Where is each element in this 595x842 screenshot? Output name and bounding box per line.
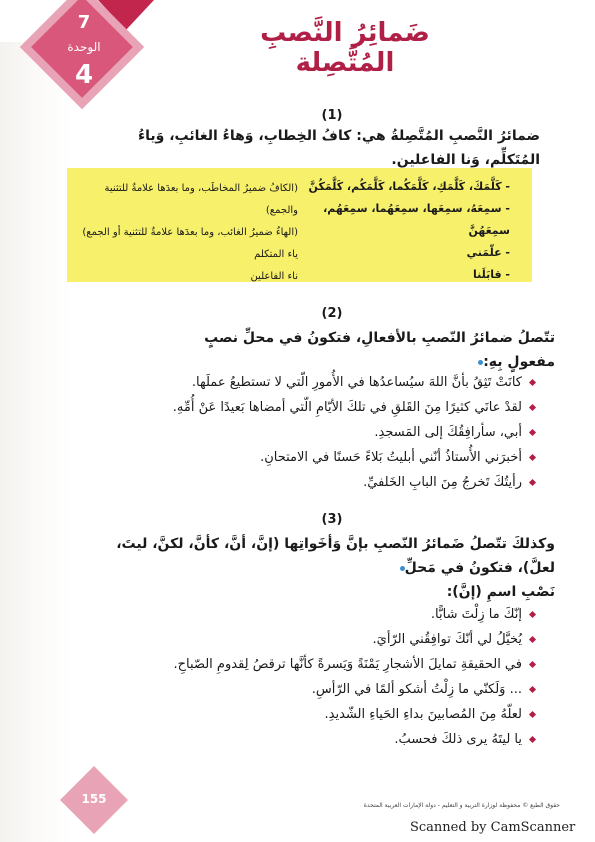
list-item: أبي، سأرافِقُكَ إلى المَسجدِ. xyxy=(160,420,535,445)
section-2-intro-text: تتّصلُ ضمائرُ النّصبِ بالأفعالِ، فتكونُ في محلِّ نصبٍ مفعولٍ بِهِ: xyxy=(204,330,555,370)
examples-notes xyxy=(78,178,298,288)
list-item: كانَتْ تَثِقُ بأنَّ اللهَ سيُساعدُها في الأُمورِ الّتي لا تستطيعُ عملَها. xyxy=(160,370,535,395)
diamond-bullet-icon xyxy=(529,404,536,411)
list-item: رأيتُكَ تَخرجُ مِنَ البابِ الخَلفيِّ. xyxy=(160,470,535,495)
section-1-intro xyxy=(100,124,540,172)
unit-number: 4 xyxy=(74,60,94,90)
example-item: - علّمَني xyxy=(466,246,510,259)
diamond-bullet-icon xyxy=(529,454,536,461)
page-title: ضَمائِرُ النَّصبِ المُتَّصِلة xyxy=(260,18,430,78)
section-3-intro-line1: وكذلكَ تتّصلُ ضَمائرُ النّصبِ بإنَّ وَأخَواتِها (إنَّ، أنَّ، كأنَّ، لكنَّ، ليتَ، لعلَّ)، فتكونُ في مَحلِّ xyxy=(116,536,555,576)
diamond-bullet-icon xyxy=(529,636,536,643)
diamond-bullet-icon xyxy=(529,736,536,743)
unit-label: الوحدة xyxy=(67,40,101,54)
example-note: (الهاءُ ضميرُ الغائب، وما بعدَها علامةٌ للتثنية أو الجمع) xyxy=(82,227,298,238)
example-item: - كَلَّمَكَ، كَلَّمَكِ، كَلَّمَكُما، كَلَّمَكُم، كَلَّمَكُنَّ xyxy=(308,180,510,193)
section-3-intro-line2: نَصْبِ اسمِ (إنَّ): xyxy=(446,584,555,600)
examples-list xyxy=(295,176,510,286)
scanner-watermark: Scanned by CamScanner xyxy=(410,820,576,835)
section-2-intro xyxy=(200,326,555,374)
example-note: (الكافُ ضميرُ المخاطَب، وما بعدَها علامةٌ للتثنية والجمع) xyxy=(104,183,298,216)
example-item: - قابَلَنا xyxy=(473,268,510,281)
section-2-number: (2) xyxy=(321,306,343,321)
section-3-intro xyxy=(95,532,555,604)
copyright-note: حقوق الطبع © محفوظة لوزارة التربية و التعليم - دولة الإمارات العربية المتحدة xyxy=(363,802,560,809)
diamond-bullet-icon xyxy=(529,379,536,386)
list-item: إنّكَ ما زِلْتَ شابًّا. xyxy=(140,602,535,627)
list-item: يا ليتَهُ يرى ذلكَ فحسبُ. xyxy=(140,727,535,752)
list-item: لقدْ عانَي كثيرًا مِنَ القَلقِ في تلكَ الأيّامِ الّتي أمضاها بَعيدًا عَنْ أُمِّهِ. xyxy=(160,395,535,420)
section-1-intro-text: ضمائرُ النَّصبِ المُتَّصِلةُ هي: كافُ الخِطابِ، وَهاءُ الغائبِ، وَياءُ المُتَكلِّمِ، وَنا الفاعلين. xyxy=(137,128,540,168)
list-item: أخبرَني الأُستاذُ أنّني أبليتُ بَلاءً حَسنًا في الامتحانِ. xyxy=(160,445,535,470)
diamond-bullet-icon xyxy=(529,479,536,486)
list-item: لعلّهُ مِنَ المُصابينَ بداءِ الحَياءِ الشّديدِ. xyxy=(140,702,535,727)
list-item: ... وَلَكنّي ما زِلْتُ أشكو ألمًا في الرّأسِ. xyxy=(140,677,535,702)
section-3-examples xyxy=(140,602,535,752)
diamond-bullet-icon xyxy=(529,711,536,718)
example-note: ياء المتكلم xyxy=(254,249,298,260)
diamond-bullet-icon xyxy=(529,661,536,668)
unit-number-top: 7 xyxy=(77,12,91,33)
example-item: - سمِعَهُ، سمِعَها، سمِعَهُما، سمِعَهُم، سمِعَهُنَّ xyxy=(323,202,510,237)
list-item: يُخيَّلُ لي أنّكَ توافِقُني الرّأيَ. xyxy=(140,627,535,652)
diamond-bullet-icon xyxy=(529,611,536,618)
page-number: 155 xyxy=(81,792,107,806)
section-3-number: (3) xyxy=(321,512,343,527)
example-note: ناء الفاعلين xyxy=(250,271,298,282)
section-2-examples xyxy=(160,370,535,495)
list-item: في الحقيقةِ تمايلَ الأشجارِ يَمْنَةً وَيَسرةً كأنَّها ترقصُ لِقدومِ الصّباحِ. xyxy=(140,652,535,677)
section-1-number: (1) xyxy=(321,108,343,123)
diamond-bullet-icon xyxy=(529,686,536,693)
diamond-bullet-icon xyxy=(529,429,536,436)
